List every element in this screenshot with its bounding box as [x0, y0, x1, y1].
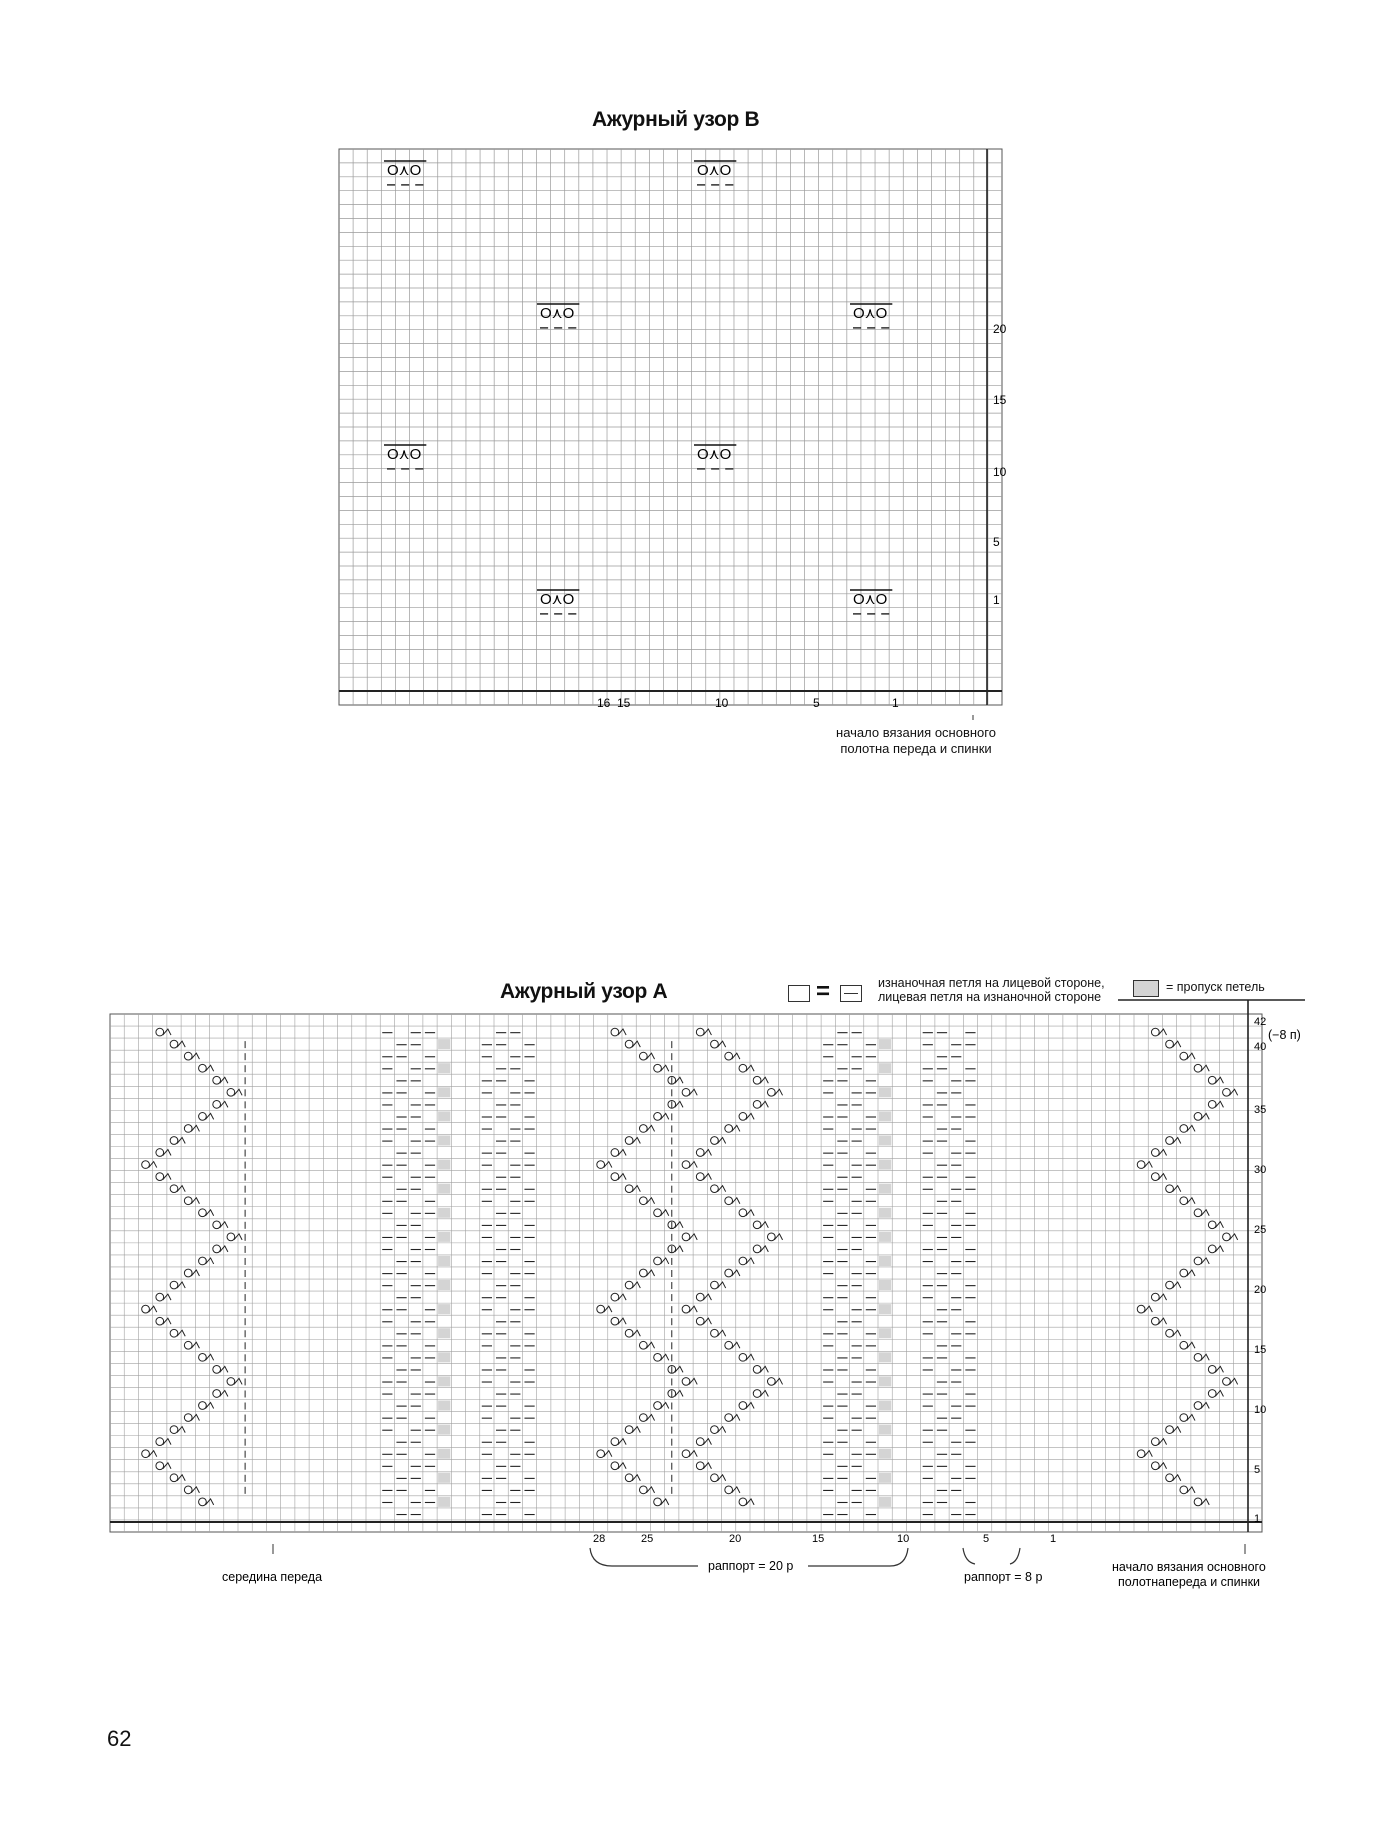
- legend-purl-line2: лицевая петля на изнаночной стороне: [878, 990, 1102, 1004]
- chart-a-col-label-28: 28: [593, 1533, 606, 1545]
- chart-a-start-note-line2: полотнапереда и спинки: [1118, 1575, 1261, 1589]
- chart-a-border: [110, 1014, 1262, 1532]
- skip-cell: [879, 1376, 891, 1386]
- chart-b-cells: [339, 149, 1002, 705]
- skip-cell: [879, 1256, 891, 1266]
- chart-a-start-note-line1: начало вязания основного: [1112, 1560, 1266, 1574]
- chart-b-row-label-15: 15: [993, 393, 1007, 407]
- motif-symbols: O⋏O: [540, 305, 575, 322]
- chart-a-row-label-30: 30: [1254, 1164, 1267, 1176]
- motif-symbols: O⋏O: [697, 162, 732, 179]
- legend-equals: =: [816, 978, 831, 1005]
- motif-symbols: O⋏O: [540, 591, 575, 608]
- skip-cell: [438, 1376, 450, 1386]
- skip-cell: [438, 1352, 450, 1362]
- skip-cell: [879, 1473, 891, 1483]
- skip-cell: [879, 1425, 891, 1435]
- skip-cell: [438, 1160, 450, 1170]
- repeat-20-label: раппорт = 20 р: [708, 1559, 794, 1573]
- chart-b-col-label-5: 5: [813, 696, 820, 710]
- skip-cell: [438, 1425, 450, 1435]
- skip-cell: [879, 1111, 891, 1121]
- chart-b-grid: [0, 0, 1400, 720]
- chart-b-row-label-5: 5: [993, 535, 1000, 549]
- skip-cell: [879, 1497, 891, 1507]
- chart-b-col-label-16: 16: [597, 696, 611, 710]
- motif-symbols: O⋏O: [697, 446, 732, 463]
- skip-cell: [879, 1208, 891, 1218]
- chart-a-row-label-20: 20: [1254, 1284, 1267, 1296]
- legend-skip-text: = пропуск петель: [1166, 980, 1265, 994]
- chart-b-note-line1: начало вязания основного: [836, 725, 996, 740]
- skip-cell: [438, 1232, 450, 1242]
- skip-cell: [879, 1039, 891, 1049]
- chart-a-row-label-25: 25: [1254, 1224, 1267, 1236]
- chart-a-row-label-42: 42: [1254, 1016, 1267, 1028]
- chart-b-start-note: [822, 725, 1010, 757]
- skip-cell: [438, 1280, 450, 1290]
- repeat-8-brace: [963, 1548, 1020, 1564]
- skip-cell: [438, 1184, 450, 1194]
- chart-a-col-label-10: 10: [897, 1533, 910, 1545]
- chart-a-col-labels: [593, 1533, 1056, 1545]
- chart-a-title: Ажурный узор А: [500, 980, 668, 1003]
- chart-b-row-label-20: 20: [993, 322, 1007, 336]
- chart-a-row-label-15: 15: [1254, 1344, 1267, 1356]
- motif-symbols: O⋏O: [853, 305, 888, 322]
- motif-symbols: O⋏O: [853, 591, 888, 608]
- motif-symbols: O⋏O: [387, 162, 422, 179]
- chart-a-cells: [110, 1000, 1305, 1532]
- chart-b-note-line2: полотна переда и спинки: [840, 741, 992, 756]
- skip-cell: [438, 1328, 450, 1338]
- skip-cell: [438, 1304, 450, 1314]
- skip-cell: [879, 1304, 891, 1314]
- chart-a-col-label-15: 15: [812, 1533, 825, 1545]
- motif-symbols: O⋏O: [387, 446, 422, 463]
- skip-cell: [879, 1280, 891, 1290]
- skip-cell: [879, 1449, 891, 1459]
- chart-a-extra-label: (−8 п): [1268, 1028, 1301, 1042]
- chart-b-col-label-1: 1: [892, 696, 899, 710]
- chart-b-col-label-15: 15: [617, 696, 631, 710]
- chart-a-row-label-35: 35: [1254, 1104, 1267, 1116]
- skip-cell: [879, 1135, 891, 1145]
- skip-cell: [879, 1087, 891, 1097]
- skip-cell: [438, 1256, 450, 1266]
- chart-a-row-label-5: 5: [1254, 1464, 1261, 1476]
- skip-cell: [438, 1449, 450, 1459]
- skip-cell: [438, 1111, 450, 1121]
- chart-a-row-label-1: 1: [1254, 1513, 1261, 1525]
- chart-b-col-label-10: 10: [715, 696, 729, 710]
- chart-b-title: Ажурный узор В: [592, 108, 760, 131]
- center-front-label: середина переда: [222, 1570, 323, 1584]
- chart-b-row-label-1: 1: [993, 593, 1000, 607]
- skip-cell: [879, 1352, 891, 1362]
- skip-cell: [438, 1400, 450, 1410]
- chart-a-grid: [0, 980, 1400, 1620]
- chart-a-col-label-25: 25: [641, 1533, 654, 1545]
- skip-cell: [879, 1232, 891, 1242]
- chart-a-col-label-20: 20: [729, 1533, 742, 1545]
- chart-a-col-label-5: 5: [983, 1533, 990, 1545]
- skip-cell: [438, 1135, 450, 1145]
- skip-cell: [438, 1208, 450, 1218]
- skip-cell: [879, 1063, 891, 1073]
- skip-cell: [438, 1497, 450, 1507]
- repeat-8-label: раппорт = 8 р: [964, 1570, 1043, 1584]
- skip-cell: [438, 1039, 450, 1049]
- chart-a-row-label-10: 10: [1254, 1404, 1267, 1416]
- skip-cell: [879, 1328, 891, 1338]
- skip-cell: [879, 1160, 891, 1170]
- skip-cell: [438, 1473, 450, 1483]
- chart-a-row-label-40: 40: [1254, 1041, 1267, 1053]
- legend-purl-line1: изнаночная петля на лицевой стороне,: [878, 976, 1105, 990]
- skip-cell: [879, 1184, 891, 1194]
- skip-cell: [879, 1400, 891, 1410]
- chart-b-row-label-10: 10: [993, 465, 1007, 479]
- page-number: 62: [107, 1726, 132, 1751]
- skip-cell: [438, 1063, 450, 1073]
- chart-a-col-label-1: 1: [1050, 1533, 1057, 1545]
- skip-cell: [438, 1087, 450, 1097]
